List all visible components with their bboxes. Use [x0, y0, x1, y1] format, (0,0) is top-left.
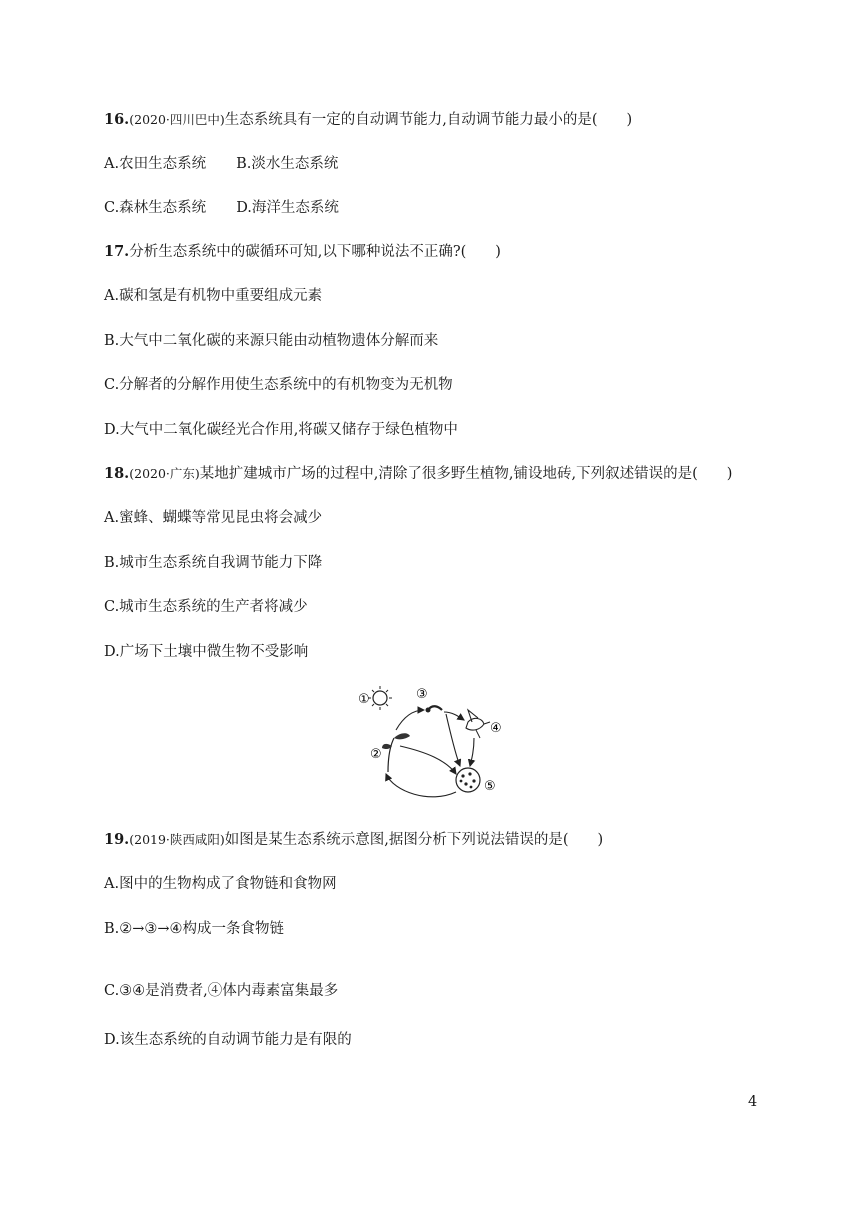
question-17-stem [104, 242, 501, 262]
label-2: ② [370, 747, 382, 762]
option-d: D.该生态系统的自动调节能力是有限的 [104, 1032, 352, 1048]
question-16-options-row-1 [104, 154, 338, 174]
question-text: 某地扩建城市广场的过程中,清除了很多野生植物,铺设地砖,下列叙述错误的是( ) [199, 466, 733, 482]
question-16-stem [104, 110, 632, 130]
question-number: 16. [104, 111, 130, 128]
label-1: ① [358, 692, 370, 707]
option-b: B.城市生态系统自我调节能力下降 [104, 555, 323, 571]
insect-icon [426, 706, 443, 712]
energy-flow-arrows [386, 710, 474, 797]
question-19-stem [104, 830, 603, 850]
decomposer-icon [456, 768, 480, 792]
option-d: D.海洋生态系统 [236, 200, 339, 216]
label-3: ③ [416, 687, 428, 702]
question-18-stem [104, 464, 732, 484]
option-b: B.大气中二氧化碳的来源只能由动植物遗体分解而来 [104, 333, 439, 349]
question-number: 18. [104, 465, 130, 482]
option-c: C.分解者的分解作用使生态系统中的有机物变为无机物 [104, 377, 453, 393]
option-a: A.农田生态系统 [104, 156, 207, 172]
option-b: B.淡水生态系统 [236, 156, 339, 172]
question-number: 17. [104, 243, 130, 260]
option-c: C.森林生态系统 [104, 200, 207, 216]
option-a: A.碳和氢是有机物中重要组成元素 [104, 288, 323, 304]
option-c: C.城市生态系统的生产者将减少 [104, 599, 308, 615]
option-a: A.图中的生物构成了食物链和食物网 [104, 876, 337, 892]
question-text: 生态系统具有一定的自动调节能力,自动调节能力最小的是( ) [224, 112, 633, 128]
question-16-options-row-2 [104, 198, 339, 218]
question-source: (2020·四川巴中) [129, 112, 225, 127]
question-text: 分析生态系统中的碳循环可知,以下哪种说法不正确?( ) [129, 244, 501, 260]
label-4: ④ [490, 721, 502, 736]
question-text: 如图是某生态系统示意图,据图分析下列说法错误的是( ) [224, 832, 604, 848]
ecosystem-diagram [350, 680, 510, 804]
bird-icon [466, 710, 490, 738]
question-number: 19. [104, 831, 130, 848]
option-b: B.②→③→④构成一条食物链 [104, 921, 285, 937]
option-a: A.蜜蜂、蝴蝶等常见昆虫将会减少 [104, 510, 323, 526]
label-5: ⑤ [484, 779, 496, 794]
option-c: C.③④是消费者,④体内毒素富集最多 [104, 983, 339, 999]
sun-icon [368, 686, 392, 710]
plant-icon [382, 733, 410, 772]
page-number: 4 [748, 1094, 758, 1110]
option-d: D.大气中二氧化碳经光合作用,将碳又储存于绿色植物中 [104, 422, 458, 438]
question-source: (2019·陕西咸阳) [129, 832, 225, 847]
question-source: (2020·广东) [129, 466, 200, 481]
option-d: D.广场下土壤中微生物不受影响 [104, 644, 309, 660]
